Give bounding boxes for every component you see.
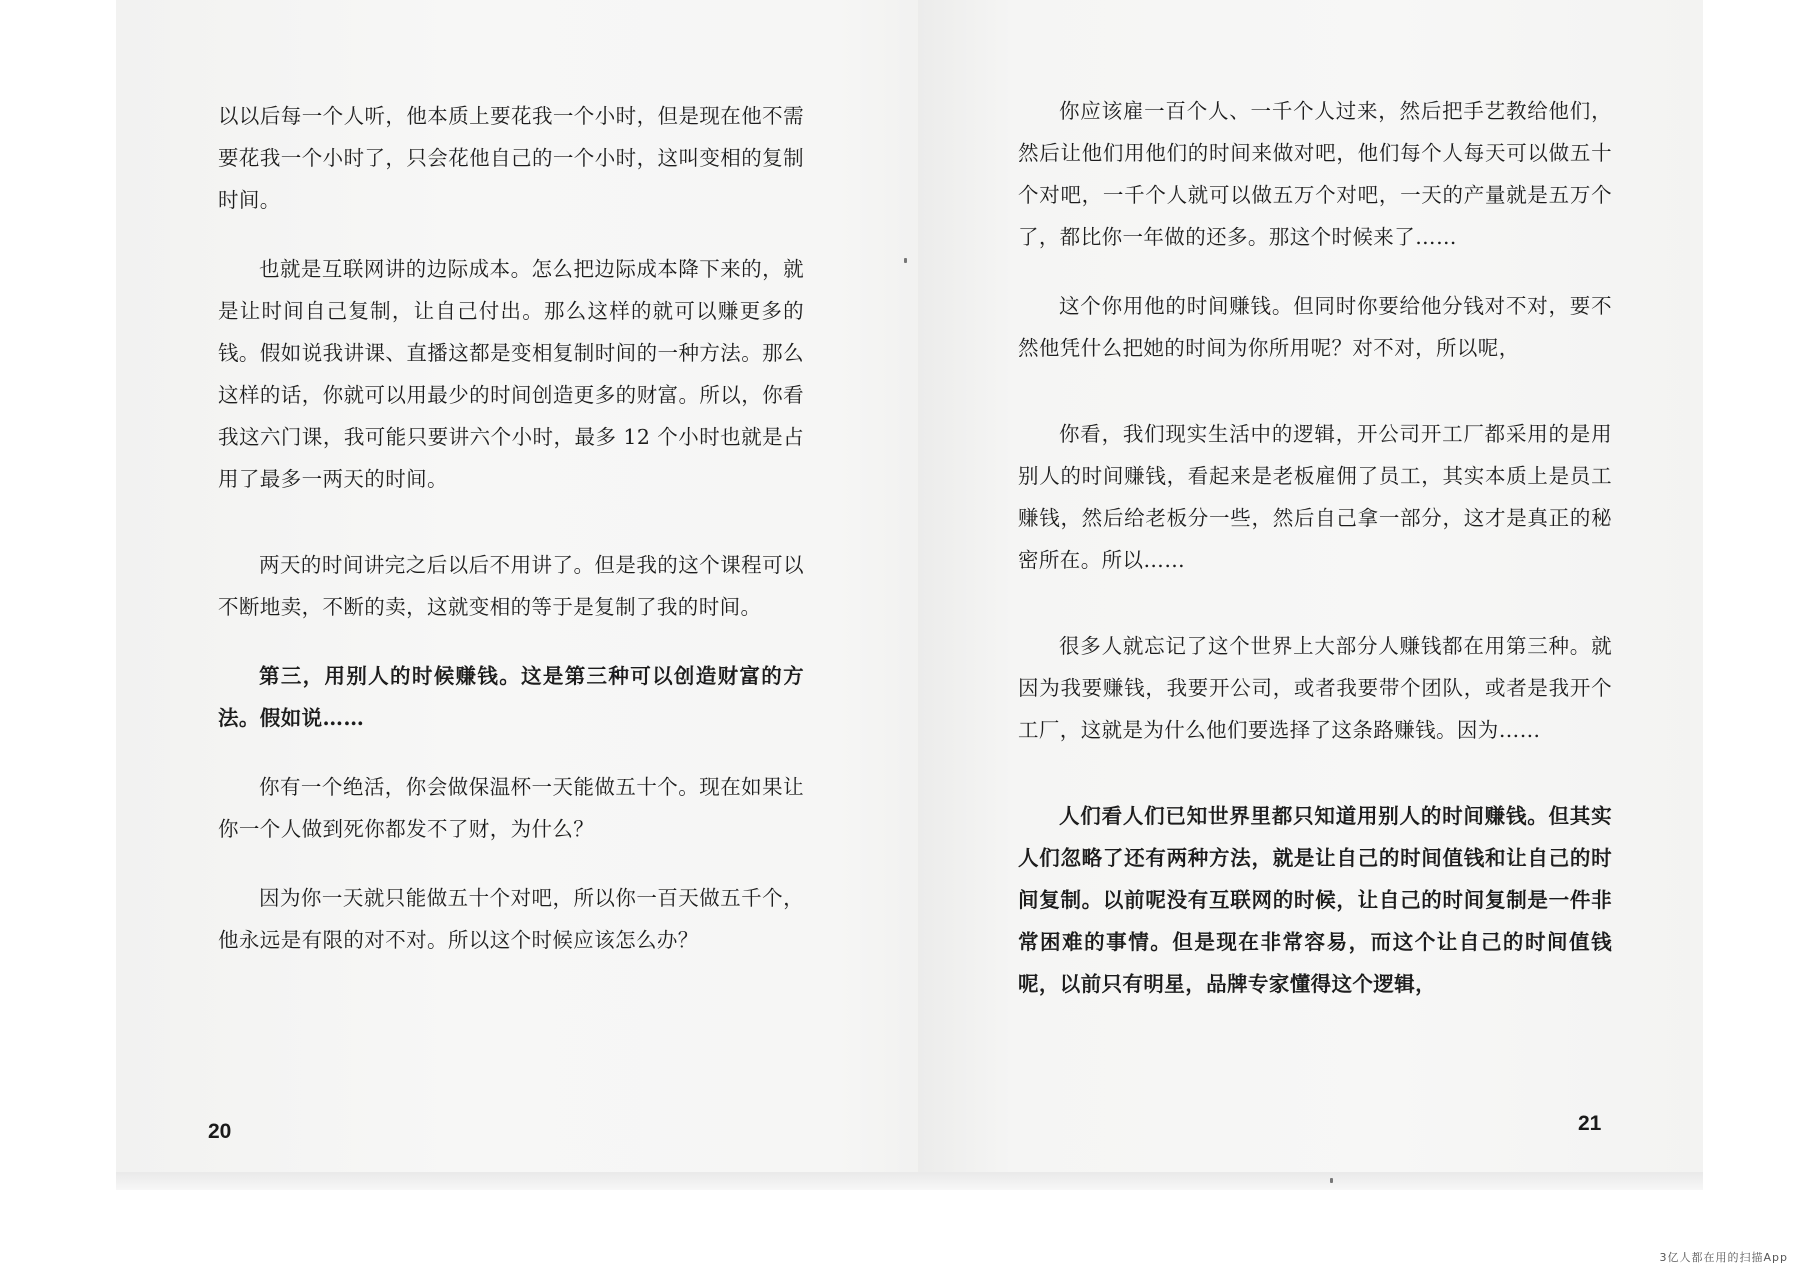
left-page-text [218, 95, 804, 961]
paragraph: 你有一个绝活，你会做保温杯一天能做五十个。现在如果让你一个人做到死你都发不了财，为什么？ [218, 775, 804, 841]
paragraph: 你应该雇一百个人、一千个人过来，然后把手艺教给他们，然后让他们用他们的时间来做对吧，他们每个人每天可以做五十个对吧，一千个人就可以做五万个对吧，一天的产量就是五万个了，都比你一年做的还多。那这个时候来了…… [1018, 99, 1612, 249]
scanner-watermark: 3亿人都在用的扫描App [1659, 1251, 1788, 1264]
paragraph: 人们看人们已知世界里都只知道用别人的时间赚钱。但其实人们忽略了还有两种方法，就是让自己的时间值钱和让自己的时间复制。以前呢没有互联网的时候，让自己的时间复制是一件非常困难的事情。但是现在非常容易，而这个让自己的时间值钱呢，以前只有明星，品牌专家懂得这个逻辑， [1018, 804, 1612, 996]
scan-speck [904, 258, 907, 263]
page-number-left: 20 [208, 1120, 232, 1143]
paragraph: 也就是互联网讲的边际成本。怎么把边际成本降下来的，就是让时间自己复制，让自己付出。那么这样的就可以赚更多的钱。假如说我讲课、直播这都是变相复制时间的一种方法。那么这样的话，你就可以用最少的时间创造更多的财富。所以，你看我这六门课，我可能只要讲六个小时，最多 12 个小时也就是占用了最多一两天的时间。 [218, 257, 804, 491]
paragraph: 两天的时间讲完之后以后不用讲了。但是我的这个课程可以不断地卖，不断的卖，这就变相的等于是复制了我的时间。 [218, 553, 804, 619]
paragraph: 这个你用他的时间赚钱。但同时你要给他分钱对不对，要不然他凭什么把她的时间为你所用呢？对不对，所以呢， [1018, 294, 1612, 360]
right-page-text [1018, 90, 1612, 1005]
page-number-right: 21 [1578, 1112, 1602, 1135]
paragraph: 以以后每一个人听，他本质上要花我一个小时，但是现在他不需要花我一个小时了，只会花他自己的一个小时，这叫变相的复制时间。 [218, 104, 804, 212]
paragraph: 你看，我们现实生活中的逻辑，开公司开工厂都采用的是用别人的时间赚钱，看起来是老板雇佣了员工，其实本质上是员工赚钱，然后给老板分一些，然后自己拿一部分，这才是真正的秘密所在。所以…… [1018, 422, 1612, 572]
page-bottom-edge [116, 1172, 1703, 1190]
paragraph: 因为你一天就只能做五十个对吧，所以你一百天做五千个，他永远是有限的对不对。所以这个时候应该怎么办？ [218, 886, 804, 952]
section-heading-paragraph: 第三，用别人的时候赚钱。这是第三种可以创造财富的方法。假如说…… [218, 664, 804, 730]
scan-speck [1330, 1178, 1333, 1183]
paragraph: 很多人就忘记了这个世界上大部分人赚钱都在用第三种。就因为我要赚钱，我要开公司，或者我要带个团队，或者是我开个工厂，这就是为什么他们要选择了这条路赚钱。因为…… [1018, 634, 1612, 742]
